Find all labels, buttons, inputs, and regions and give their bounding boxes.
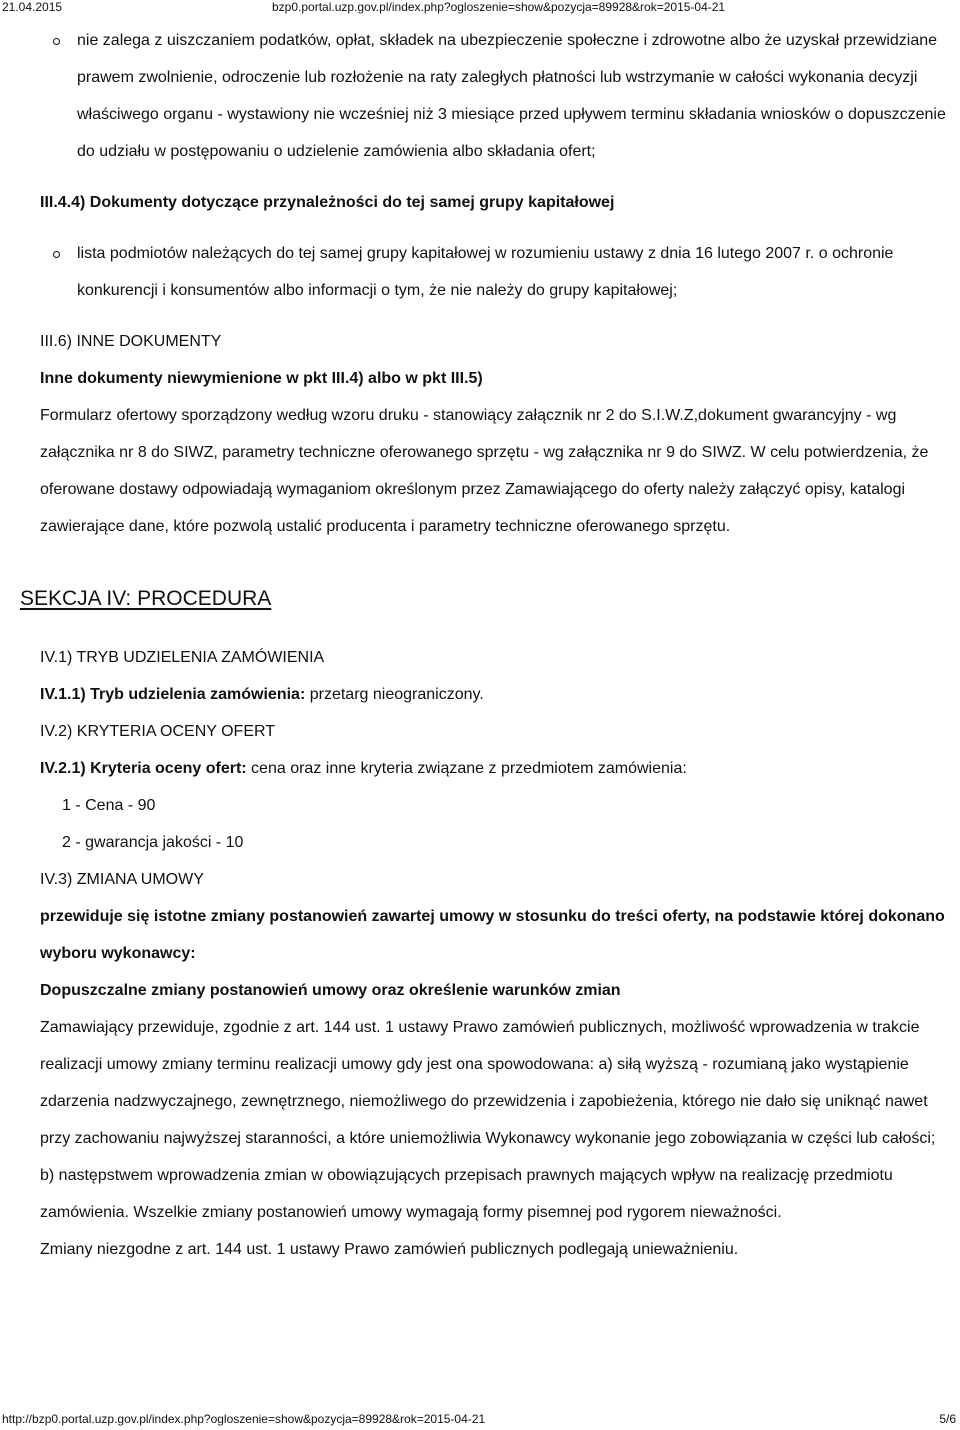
group-documents-list xyxy=(40,235,948,309)
section-iv-title: SEKCJA IV: PROCEDURA xyxy=(20,587,272,610)
evaluation-criteria xyxy=(40,750,948,787)
evaluation-criteria-value: cena oraz inne kryteria związane z przedmiotem zamówienia: xyxy=(246,760,687,777)
print-url: bzp0.portal.uzp.gov.pl/index.php?ogloszenie=show&pozycja=89928&rok=2015-04-21 xyxy=(272,0,726,14)
footer-url: http://bzp0.portal.uzp.gov.pl/index.php?ogloszenie=show&pozycja=89928&rok=2015-04-21 xyxy=(2,1412,486,1426)
heading-iii-4-4: III.4.4) Dokumenty dotyczące przynależności do tej samej grupy kapitałowej xyxy=(40,194,615,211)
contract-change-text: Zamawiający przewiduje, zgodnie z art. 144 ust. 1 ustawy Prawo zamówień publicznych, możliwość wprowadzenia w trakcie realizacji umowy zmiany terminu realizacji umowy gdy jest ona spowodowana: a) siłą wyższą - rozumianą jako wystąpienie zdarzenia nadzwyczajnego, zewnętrznego, niemożliwego do przewidzenia i zapobieżenia, którego nie dało się uniknąć nawet przy zachowaniu najwyższej staranności, a które uniemożliwia Wykonawcy wykonanie jego zobowiązania w części lub całości; b) następstwem wprowadzenia zmian w obowiązujących przepisach prawnych mających wpływ na realizację przedmiotu zamówienia. Wszelkie zmiany postanowień umowy wymagają formy pisemnej pod rygorem nieważności. xyxy=(40,1019,936,1221)
bullet-icon xyxy=(53,38,60,45)
criterion-item: 1 - Cena - 90 xyxy=(62,797,156,814)
heading-iv-3: IV.3) ZMIANA UMOWY xyxy=(40,871,204,888)
procedure-mode-label: IV.1.1) Tryb udzielenia zamówienia: xyxy=(40,686,306,703)
heading-iv-2: IV.2) KRYTERIA OCENY OFERT xyxy=(40,723,276,740)
print-header xyxy=(0,0,960,14)
print-footer xyxy=(0,1411,960,1427)
contract-change-footnote: Zmiany niezgodne z art. 144 ust. 1 ustawy Prawo zamówień publicznych podlegają unieważnieniu. xyxy=(40,1241,739,1258)
page-number: 5/6 xyxy=(939,1412,956,1426)
evaluation-criteria-label: IV.2.1) Kryteria oceny ofert: xyxy=(40,760,247,777)
other-documents-text: Formularz ofertowy sporządzony według wzoru druku - stanowiący załącznik nr 2 do S.I.W.Z,dokument gwarancyjny - wg załącznika nr 8 do SIWZ, parametry techniczne oferowanego sprzętu - wg załącznika nr 9 do SIWZ. W celu potwierdzenia, że oferowane dostawy odpowiadają wymaganiom określonym przez Zamawiającego do oferty należy załączyć opisy, katalogi zawierające dane, które pozwolą ustalić producenta i parametry techniczne oferowanego sprzętu. xyxy=(40,407,929,535)
list-item xyxy=(40,22,948,170)
contract-change-statement: przewiduje się istotne zmiany postanowień zawartej umowy w stosunku do treści oferty, na podstawie której dokonano wyboru wykonawcy: xyxy=(40,908,945,962)
contract-change-subheading: Dopuszczalne zmiany postanowień umowy oraz określenie warunków zmian xyxy=(40,982,621,999)
bullet-icon xyxy=(53,251,60,258)
list-item xyxy=(40,235,948,309)
criterion-item: 2 - gwarancja jakości - 10 xyxy=(62,834,244,851)
procedure-mode-value: przetarg nieograniczony. xyxy=(305,686,484,703)
tax-documents-list xyxy=(40,22,948,170)
heading-iv-1: IV.1) TRYB UDZIELENIA ZAMÓWIENIA xyxy=(40,649,325,666)
bullet-text-taxes: nie zalega z uiszczaniem podatków, opłat, składek na ubezpieczenie społeczne i zdrowotne albo że uzyskał przewidziane prawem zwolnienie, odroczenie lub rozłożenie na raty zaległych płatności lub wstrzymanie w całości wykonania decyzji właściwego organu - wystawiony nie wcześniej niż 3 miesiące przed upływem terminu składania wniosków o dopuszczenie do udziału w postępowaniu o udzielenie zamówienia albo składania ofert; xyxy=(77,32,946,160)
notice-content xyxy=(20,22,948,1268)
procedure-mode xyxy=(40,676,948,713)
print-date: 21.04.2015 xyxy=(2,0,63,14)
heading-iii-6: III.6) INNE DOKUMENTY xyxy=(40,333,222,350)
heading-other-documents: Inne dokumenty niewymienione w pkt III.4) albo w pkt III.5) xyxy=(40,370,483,387)
bullet-text-group: lista podmiotów należących do tej samej grupy kapitałowej w rozumieniu ustawy z dnia 16 lutego 2007 r. o ochronie konkurencji i konsumentów albo informacji o tym, że nie należy do grupy kapitałowej; xyxy=(77,245,894,299)
